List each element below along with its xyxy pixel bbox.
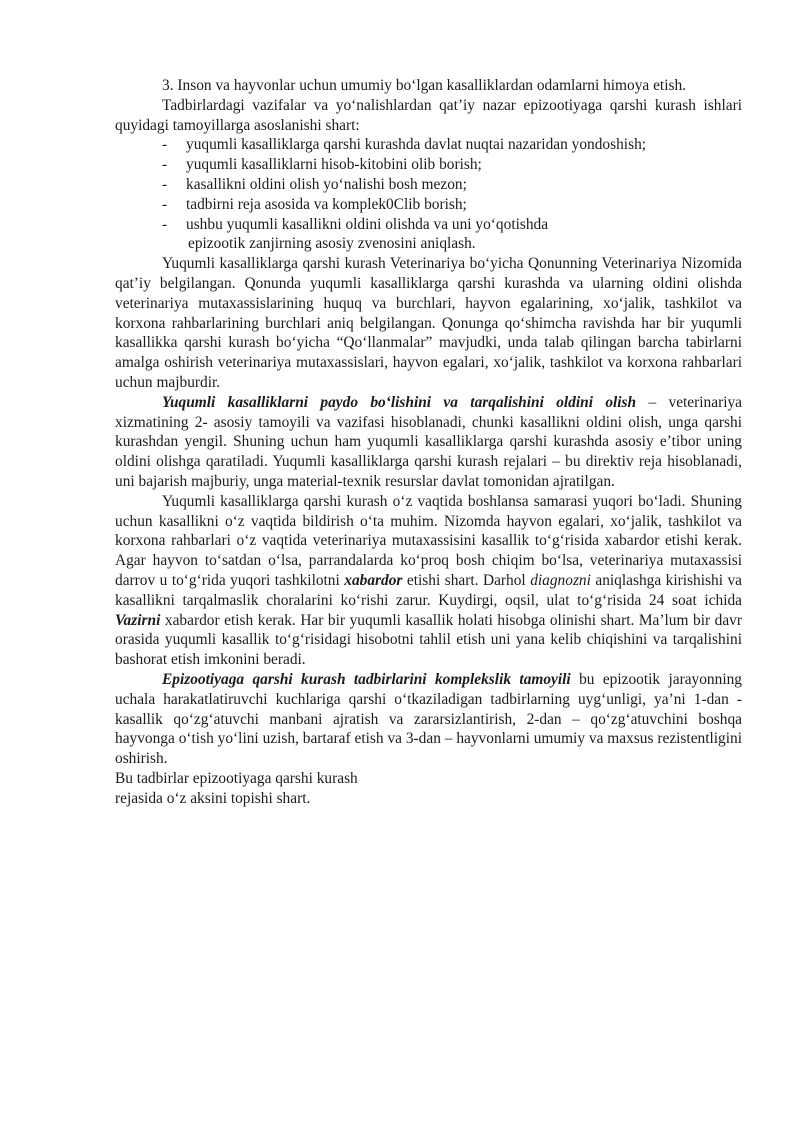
- list-item-text: epizootik zanjirning asosiy zvenosini aniqlash.: [188, 235, 476, 253]
- emphasis-term: xabardor: [344, 571, 403, 589]
- paragraph-body-text: bu epizootik jarayonning uchala harakatlatiruvchi kuchlariga qarshi o‘tkaziladigan tadbirlarning uyg‘unligi, ya’ni 1-dan - kasallik qo‘zg‘atuvchi manbani ajratish va zararsizlantirish, 2-dan – qo‘zg‘atuvchini boshqa hayvonga o‘tish yo‘lini uzish, bartaraf etish va 3-dan – hayvonlarni umumiy va maxsus rezistentligini oshirish.: [115, 670, 742, 768]
- paragraph-body-text: xabardor etish kerak. Har bir yuqumli kasallik holati hisobga olinishi shart. Ma’lum bir davr orasida yuqumli kasallik to‘g‘risidagi hisobotni tahlil etish uni yana kelib chiqishini va tarqalishini bashorat etish imkonini beradi.: [115, 611, 742, 669]
- paragraph-body-text: – veterinariya xizmatining 2- asosiy tamoyili va vazifasi hisoblanadi, chunki kasallikni oldini olish, unga qarshi kurashdan yengil. Shuning uchun ham yuqumli kasalliklarga qarshi kurashda asosiy e’tibor uning oldini olishga qaratiladi. Yuqumli kasalliklarga qarshi kurash rejalari – bu direktiv reja hisoblanadi, uni bajarish majburiy, unga material-texnik resurslar davlat tomonidan ajratilgan.: [115, 393, 742, 490]
- document-page: [115, 76, 742, 808]
- list-item: [115, 155, 742, 175]
- list-item-text: ushbu yuqumli kasallikni oldini olishda va uni yo‘qotishda: [186, 215, 549, 233]
- list-dash: -: [162, 215, 168, 233]
- paragraph-body-text: aniqlashga kirishishi va kasallikni tarqalmaslik choralarini ko‘rishi zarur. Kuydirgi, oqsil, ulat to‘g‘risida 24 soat ichida: [115, 571, 742, 609]
- paragraph-body-text: Yuqumli kasalliklarga qarshi kurash o‘z vaqtida boshlansa samarasi yuqori bo‘ladi. Shuning uchun kasallikni o‘z vaqtida bildirish o‘ta muhim. Nizomda hayvon egalari, xo‘jalik, tashkilot va korxona rahbarlari o‘z vaqtida veterinariya mutaxassisini kasallik to‘g‘risida xabardor etishi kerak. Agar hayvon to‘satdan o‘lsa, parrandalarda ko‘proq bosh chiqim bo‘lsa, veterinariya mutaxassisi darrov u to‘g‘rida yuqori tashkilotni: [115, 492, 742, 589]
- paragraph-complexity-principle: [115, 670, 742, 769]
- list-dash: -: [162, 175, 168, 193]
- paragraph-body-text: etishi shart. Darhol: [402, 571, 531, 589]
- list-dash: -: [162, 136, 168, 154]
- list-item-text: yuqumli kasalliklarni hisob-kitobini olib borish;: [186, 156, 482, 174]
- paragraph-closing-line: Bu tadbirlar epizootiyaga qarshi kurash: [115, 769, 358, 787]
- paragraph-protect-humans: 3. Inson va hayvonlar uchun umumiy bo‘lgan kasalliklardan odamlarni himoya etish.: [162, 77, 687, 94]
- paragraph-law-regulation: Yuqumli kasalliklarga qarshi kurash Veterinariya bo‘yicha Qonunning Veterinariya Nizomida qat’iy belgilangan. Qonunda yuqumli kasalliklarga qarshi kurashda va ularning oldini olishda veterinariya mutaxassislarining huquq va burchlari, hayvon egalarining, xo‘jalik, tashkilot va korxona rahbarlarining burchlari aniq belgilangan. Qonunga qo‘shimcha ravishda har bir yuqumli kasallikka qarshi kurash bo‘yicha “Qo‘llanmalar” mavjudki, unda talab qilingan barcha tabirlarni amalga oshirish veterinariya mutaxassislari, hayvon egalari, xo‘jalik, tashkilot va korxona rahbarlari uchun majburdir.: [115, 255, 742, 391]
- list-item-text: tadbirni reja asosida va komplek0Clib borish;: [186, 195, 467, 213]
- list-dash: -: [162, 195, 168, 213]
- list-item: [115, 195, 742, 215]
- emphasis-term: diagnozni: [530, 571, 591, 589]
- paragraph-lead-term: Epizootiyaga qarshi kurash tadbirlarini komplekslik tamoyili: [162, 670, 571, 688]
- list-item-continuation: [115, 234, 742, 254]
- paragraph-prevention-principle: [115, 393, 742, 492]
- list-item: [115, 135, 742, 155]
- paragraph-lead-term: Yuqumli kasalliklarni paydo bo‘lishini va tarqalishini oldini olish: [162, 393, 637, 411]
- list-item: [115, 215, 742, 235]
- list-item-text: kasallikni oldini olish yo‘nalishi bosh mezon;: [186, 175, 467, 193]
- list-item-text: yuqumli kasalliklarga qarshi kurashda davlat nuqtai nazaridan yondoshish;: [186, 136, 647, 154]
- paragraph-principles-intro: Tadbirlardagi vazifalar va yo‘nalishlardan qat’iy nazar epizootiyaga qarshi kurash ishlari quyidagi tamoyillarga asoslanishi shart:: [115, 96, 742, 134]
- principles-list: [115, 135, 742, 254]
- paragraph-timely-reporting: [115, 492, 742, 670]
- emphasis-term: Vazirni: [115, 611, 161, 629]
- list-item: [115, 175, 742, 195]
- paragraph-closing-line: rejasida o‘z aksini topishi shart.: [115, 789, 311, 807]
- list-dash: -: [162, 156, 168, 174]
